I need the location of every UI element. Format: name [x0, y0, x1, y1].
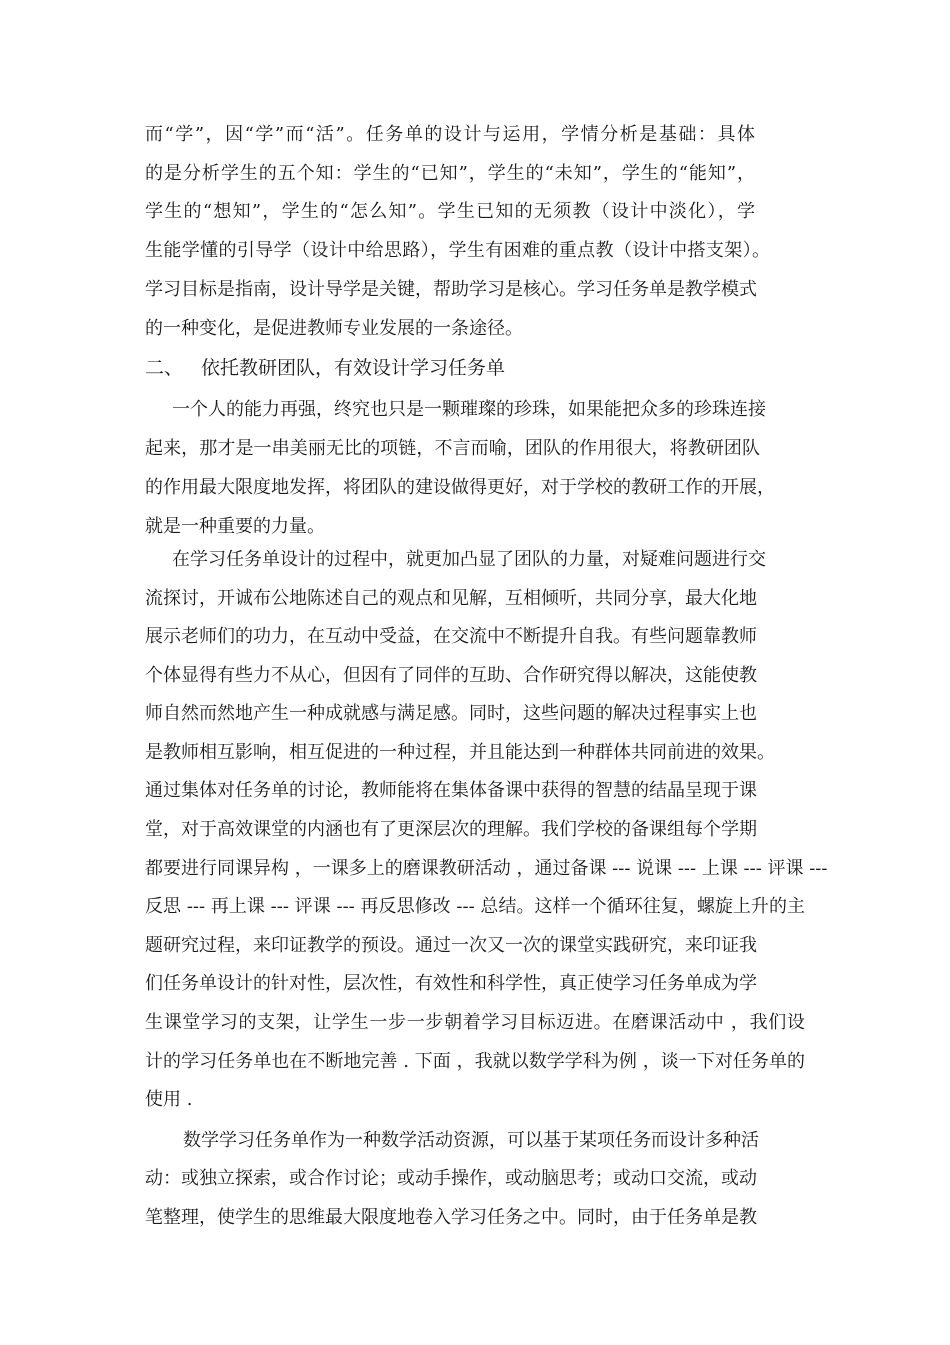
paragraph-line: 堂，对于高效课堂的内涵也有了更深层次的理解。我们学校的备课组每个学期 [145, 819, 757, 840]
paragraph-line: 一个人的能力再强，终究也只是一颗璀璨的珍珠，如果能把众多的珍珠连接 [172, 399, 766, 420]
paragraph-line: 起来，那才是一串美丽无比的项链，不言而喻，团队的作用很大，将教研团队 [145, 438, 760, 459]
paragraph-line: 个体显得有些力不从心，但因有了同伴的互助、合作研究得以解决，这能使教 [145, 665, 757, 686]
paragraph-line: 师自然而然地产生一种成就感与满足感。同时，这些问题的解决过程事实上也 [145, 703, 757, 724]
paragraph-line: 动：或独立探索，或合作讨论；或动手操作，或动脑思考；或动口交流，或动 [145, 1168, 757, 1189]
paragraph-line: 的作用最大限度地发挥，将团队的建设做得更好，对于学校的教研工作的开展， [145, 477, 775, 498]
paragraph-line: 流探讨，开诚布公地陈述自己的观点和见解，互相倾听，共同分享，最大化地 [145, 588, 757, 609]
paragraph-line: 就是一种重要的力量。 [145, 516, 325, 537]
paragraph-line: 们任务单设计的针对性，层次性，有效性和科学性，真正使学习任务单成为学 [145, 973, 757, 994]
paragraph-line: 数学学习任务单作为一种数学活动资源，可以基于某项任务而设计多种活 [183, 1130, 759, 1151]
paragraph-line: 学习目标是指南，设计导学是关键，帮助学习是核心。学习任务单是教学模式 [145, 279, 757, 300]
paragraph-line: 展示老师们的功力，在互动中受益，在交流中不断提升自我。有些问题靠教师 [145, 626, 757, 647]
paragraph-line: 使用 . [145, 1089, 193, 1110]
section-number: 二、 [145, 357, 184, 379]
paragraph-line: 都要进行同课异构 ，一课多上的磨课教研活动 ，通过备课 --- 说课 --- 上课 --- 评课 --- [145, 858, 828, 879]
paragraph-line: 反思 --- 再上课 --- 评课 --- 再反思修改 --- 总结。这样一个循环往复，螺旋上升的主 [145, 896, 805, 917]
paragraph-line: 题研究过程，来印证教学的预设。通过一次又一次的课堂实践研究，来印证我 [145, 935, 757, 956]
paragraph-line: 通过集体对任务单的讨论，教师能将在集体备课中获得的智慧的结晶呈现于课 [145, 780, 757, 801]
section-heading: 依托教研团队，有效设计学习任务单 [201, 357, 506, 379]
paragraph-line: 是教师相互影响，相互促进的一种过程，并且能达到一种群体共同前进的效果。 [145, 742, 775, 763]
paragraph-line: 学生的“想知”，学生的“怎么知”。学生已知的无须教（设计中淡化），学 [145, 201, 755, 222]
paragraph-line: 而“学”，因“学”而“活”。任务单的设计与运用，学情分析是基础：具体 [145, 124, 755, 145]
paragraph-line: 的一种变化，是促进教师专业发展的一条途径。 [145, 318, 523, 339]
paragraph-line: 计的学习任务单也在不断地完善 . 下面 ，我就以数学学科为例 ，谈一下对任务单的 [145, 1051, 805, 1072]
paragraph-line: 生课堂学习的支架，让学生一步一步朝着学习目标迈进。在磨课活动中 ，我们设 [145, 1012, 805, 1033]
paragraph-line: 在学习任务单设计的过程中，就更加凸显了团队的力量，对疑难问题进行交 [172, 549, 766, 570]
paragraph-line: 生能学懂的引导学（设计中给思路），学生有困难的重点教（设计中搭支架）。 [145, 240, 770, 261]
paragraph-line: 的是分析学生的五个知：学生的“已知”，学生的“未知”，学生的“能知”， [145, 163, 755, 184]
paragraph-line: 笔整理，使学生的思维最大限度地卷入学习任务之中。同时，由于任务单是教 [145, 1207, 757, 1228]
